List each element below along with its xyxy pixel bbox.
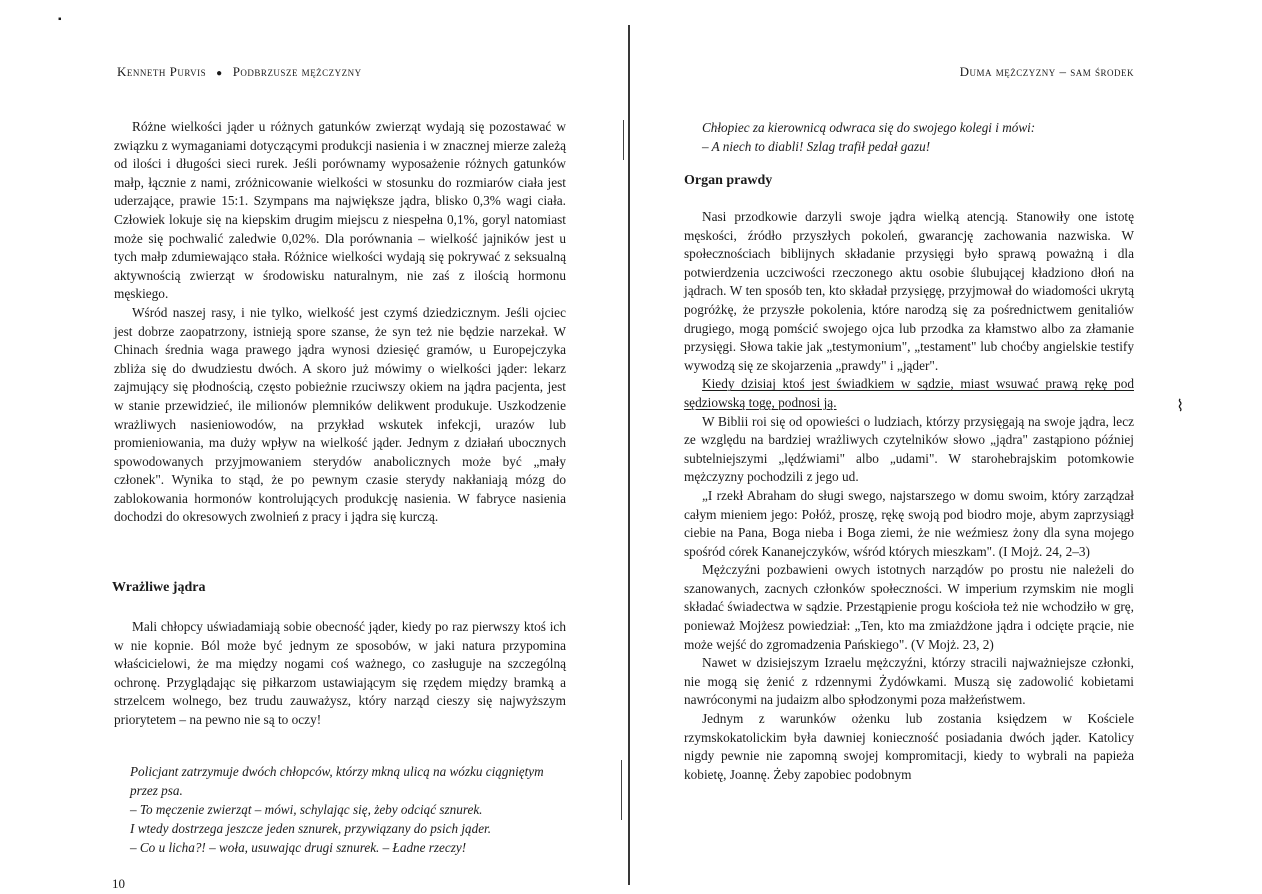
quote-line: Policjant zatrzymuje dwóch chłopców, którzy mkną ulicą na wózku ciągniętym przez psa. bbox=[130, 764, 544, 798]
header-book-title: Podbrzusze mężczyzny bbox=[232, 64, 362, 79]
quote-line: Chłopiec za kierownicą odwraca się do swojego kolegi i mówi: bbox=[702, 120, 1036, 135]
scan-artifact bbox=[623, 120, 624, 160]
paragraph: Nasi przodkowie darzyli swoje jądra wielką atencją. Stanowiły one istotę męskości, źródło przyszłych pokoleń, gwarancję zachowania nazwiska. W społecznościach biblijnych składanie przysięgi było sprawą poważną i dla potwierdzenia uczciwości rzeczonego aktu osobie ślubującej kładziono dłoń na jądrach. W ten sposób ten, kto składał przysięgę, przyjmował do wiadomości ukrytą pogróżkę, że przyszłe pokolenia, które narodzą się za pośrednictwem genitaliów drugiego, mogą pomścić swojego ojca lub przodka za kłamstwo albo za złamanie przysięgi. Słowa takie jak „testymonium", „testament" lub choćby angielskie testify wywodzą się ze skojarzenia „prawdy" i „jąder". bbox=[684, 209, 1134, 373]
scan-artifact bbox=[621, 760, 622, 820]
page-number: 10 bbox=[112, 876, 125, 891]
right-body bbox=[684, 208, 1134, 784]
paragraph: Mężczyźni pozbawieni owych istotnych narządów po prostu nie należeli do szanowanych, zacnych członków społeczności. W imperium rzymskim nie mogli składać świadectwa w sądzie. Przestąpienie progu kościoła też nie wchodziło w grę, ponieważ Mojżesz powiedział: „Ten, kto ma zmiażdżone jądra i odcięte prącie, nie może wejść do zgromadzenia Pańskiego". (V Mojż. 23, 2) bbox=[684, 562, 1134, 652]
header-bullet: ● bbox=[216, 67, 223, 79]
left-page bbox=[0, 0, 628, 894]
section-heading: Organ prawdy bbox=[684, 173, 773, 188]
quote-line: – A niech to diabli! Szlag trafił pedał gazu! bbox=[702, 139, 931, 154]
section-heading: Wrażliwe jądra bbox=[112, 580, 206, 595]
quote-line: I wtedy dostrzega jeszcze jeden sznurek, przywiązany do psich jąder. bbox=[130, 821, 492, 836]
paragraph: W Biblii roi się od opowieści o ludziach, którzy przysięgają na swoje jądra, lecz ze względu na bardziej wrażliwych czytelników słowo „jądra" zastąpiono później subtelniejszymi „lędźwiami" albo „udami". W starohebrajskim potomkowie mężczyzny pochodzili z jego ud. bbox=[684, 413, 1134, 485]
left-page-header bbox=[117, 64, 362, 80]
right-page-header: Duma mężczyzny – sam środek bbox=[959, 64, 1134, 79]
paragraph: Wśród naszej rasy, i nie tylko, wielkość jest czymś dziedzicznym. Jeśli ojciec jest dobrze zaopatrzony, istnieją spore szanse, że syn też nie będzie narzekał. W Chinach średnia waga prawego jądra wynosi dziesięć gramów, u Europejczyka zbliża się do dwudziestu dwóch. A skoro już mówimy o wielkości jąder: lekarz zajmujący się płodnością, często pobieżnie rzuciwszy okiem na jądra pacjenta, jest w stanie przewidzieć, ile milionów plemników delikwent produkuje. Uszkodzenie wrażliwych nasieniowodów, na przykład wskutek infekcji, urazów lub promieniowania, ma duży wpływ na wielkość jąder. Jednym z działań ubocznych spowodowanych przyjmowaniem sterydów anabolicznych może być „mały członek". Wynika to stąd, że po pewnym czasie sterydy nakłaniają mózg do zablokowania hormonów kontrolujących produkcję nasienia. W fabryce nasienia dochodzi do okresowych zwolnień z pracy i jądra się kurczą. bbox=[114, 304, 566, 525]
right-joke-quote bbox=[702, 118, 1142, 156]
paragraph: „I rzekł Abraham do sługi swego, najstarszego w domu swoim, który zarządzał całym mieniem jego: Połóż, proszę, rękę swoją pod biodro moje, abym zaprzysiągł ciebie na Pana, Boga nieba i Boga ziemi, że nie weźmiesz żony dla syna mojego spośród córek Kananejczyków, wśród których mieszkam". (I Mojż. 24, 2–3) bbox=[684, 487, 1134, 559]
paragraph: Jednym z warunków ożenku lub zostania księdzem w Kościele rzymskokatolickim była dawniej konieczność posiadania dwóch jąder. Katolicy nigdy pewnie nie zapomną swojej kompromitacji, kiedy to wybrali na papieża kobietę, Joannę. Żeby zapobiec podobnym bbox=[684, 711, 1134, 782]
left-body-section-1 bbox=[114, 118, 566, 527]
left-body-section-2 bbox=[114, 618, 566, 730]
right-page bbox=[632, 0, 1262, 894]
book-spine bbox=[628, 25, 630, 885]
paragraph: Mali chłopcy uświadamiają sobie obecność jąder, kiedy po raz pierwszy ktoś ich w nie kopnie. Ból może być jednym ze sposobów, w jaki natura przypomina właścicielowi, że ma między nogami coś ważnego, co zasługuje na szczególną ochronę. Przyglądając się piłkarzom ustawiającym się rzędem między bramką a strzelcem wolnego, bez trudu zauważysz, który narząd cieszy się najwyższym priorytetem – na pewno nie są to oczy! bbox=[114, 619, 566, 727]
scan-mark: ▪ bbox=[58, 14, 62, 25]
margin-mark: ⌇ bbox=[1176, 398, 1184, 415]
left-joke-quote bbox=[130, 762, 570, 857]
header-author: Kenneth Purvis bbox=[117, 64, 207, 79]
paragraph: Różne wielkości jąder u różnych gatunków zwierząt wydają się pozostawać w związku z wymaganiami dotyczącymi produkcji nasienia i w znacznej mierze zależą od ilości i długości sieci rurek. Jeśli porównamy wyposażenie różnych gatunków małp, łącznie z nami, zróżnicowanie wielkości w stosunku do rozmiarów ciała jest uderzające, prawie 15:1. Szympans ma największe jądra, blisko 0,3% wagi ciała. Człowiek lokuje się na kiepskim drugim miejscu z niespełna 0,1%, goryl natomiast może się pochwalić zaledwie 0,02%. Dla porównania – wielkość jajników jest u tych małp zdumiewająco stała. Różnice wielkości wydają się pokrywać z seksualną aktywnością zwierząt w środowisku naturalnym, nie zaś z ilością hormonu męskiego. bbox=[114, 119, 566, 302]
paragraph: Nawet w dzisiejszym Izraelu mężczyźni, którzy stracili najważniejsze członki, nie mogą się żenić z rdzennymi Żydówkami. Muszą się zadowolić kobietami nawróconymi na judaizm albo spłodzonymi poza małżeństwem. bbox=[684, 655, 1134, 708]
quote-line: – To męczenie zwierząt – mówi, schylając się, żeby odciąć sznurek. bbox=[130, 802, 483, 817]
quote-line: – Co u licha?! – woła, usuwając drugi sznurek. – Ładne rzeczy! bbox=[130, 840, 467, 855]
paragraph-highlighted: Kiedy dzisiaj ktoś jest świadkiem w sądzie, miast wsuwać prawą rękę pod sędziowską togę, podnosi ją. bbox=[684, 376, 1134, 410]
